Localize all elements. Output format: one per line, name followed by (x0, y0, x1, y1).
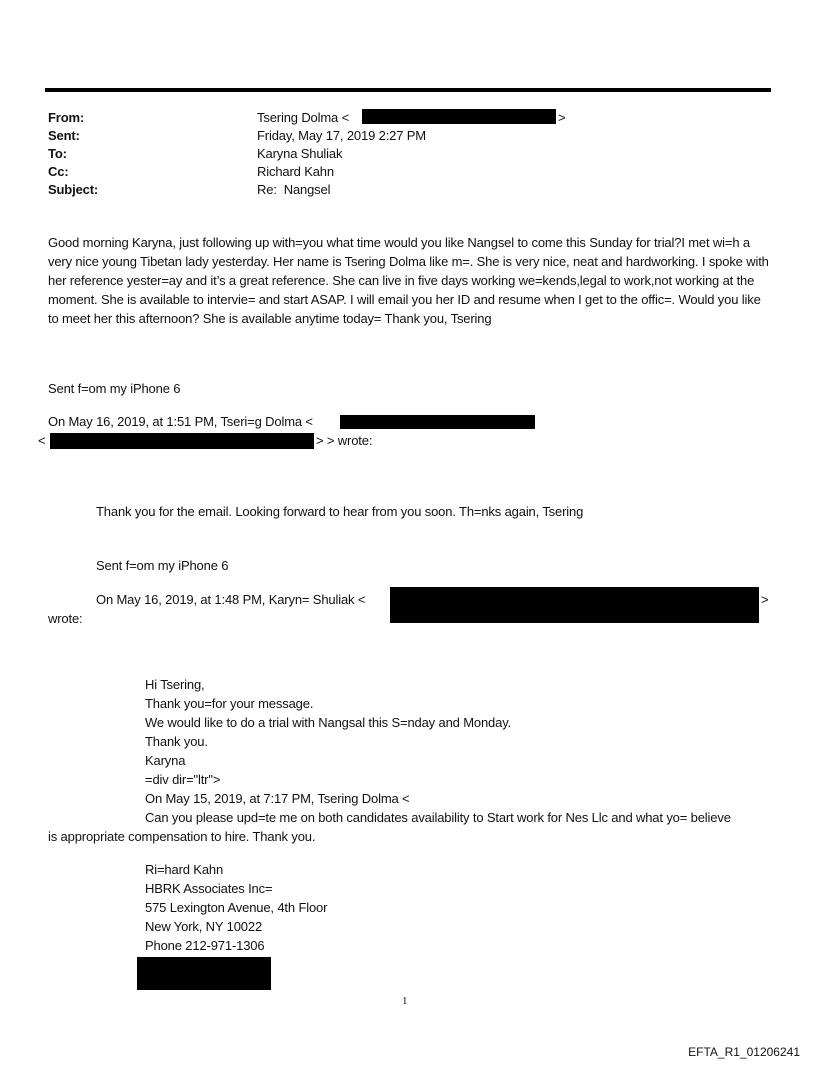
page-number: 1 (402, 995, 408, 1007)
signature-line: Phone 212-971-1306 (145, 938, 265, 953)
cc-label: Cc: (48, 164, 69, 179)
to-label: To: (48, 146, 67, 161)
message-body: Good morning Karyna, just following up with=you what time would you like Nangsel to come this Sunday for trial?I met wi=h a very nice young Tibetan lady yesterday. Her name is Tsering Dolma like m=. She is very nice, neat and hardworking. I spoke with her reference yester=ay and it’s a great reference. She can live in five days working we=kends,legal to work,not working at the moment. She is available to intervie= and start ASAP. I will email you her ID and resume when I get to the offic=. Would you like to meet her this afternoon? She is available anytime today= Thank you, Tsering (48, 235, 769, 326)
quote-header: On May 16, 2019, at 1:48 PM, Karyn= Shuliak < (96, 592, 366, 607)
quote-line: Thank you. (145, 734, 208, 749)
redaction (340, 415, 535, 429)
quote-line: Karyna (145, 753, 186, 768)
subject-label: Subject: (48, 182, 99, 197)
quote-line: We would like to do a trial with Nangsal this S=nday and Monday. (145, 715, 512, 730)
signature-line: New York, NY 10022 (145, 919, 263, 934)
sent-from-signature: Sent f=om my iPhone 6 (96, 558, 229, 573)
from-label: From: (48, 110, 85, 125)
to-value: Karyna Shuliak (257, 146, 343, 161)
quote-line: Hi Tsering, (145, 677, 205, 692)
quote-header: On May 16, 2019, at 1:51 PM, Tseri=g Dolma < (48, 414, 313, 429)
signature-line: Ri=hard Kahn (145, 862, 224, 877)
sent-from-signature: Sent f=om my iPhone 6 (48, 381, 181, 396)
from-close: > (558, 110, 566, 125)
redaction (50, 433, 314, 449)
document-id: EFTA_R1_01206241 (688, 1045, 800, 1059)
quote-line: Thank you=for your message. (145, 696, 314, 711)
header-divider (45, 88, 771, 92)
quote-line: On May 15, 2019, at 7:17 PM, Tsering Dolma < (145, 791, 410, 806)
sent-label: Sent: (48, 128, 80, 143)
redaction (362, 109, 556, 124)
sent-value: Friday, May 17, 2019 2:27 PM (257, 128, 426, 143)
quote-body: Thank you for the email. Looking forward to hear from you soon. Th=nks again, Tsering (96, 504, 584, 519)
redaction (137, 957, 271, 990)
redaction (390, 587, 759, 623)
quote-header-close: > (761, 592, 769, 607)
quote-line: is appropriate compensation to hire. Thank you. (48, 829, 316, 844)
quote-header-wrote: wrote: (48, 611, 83, 626)
cc-value: Richard Kahn (257, 164, 334, 179)
quote-header-wrote: > > wrote: (316, 433, 373, 448)
subject-value: Re: Nangsel (257, 182, 331, 197)
quote-header-open: < (38, 433, 46, 448)
signature-line: HBRK Associates Inc= (145, 881, 273, 896)
from-value: Tsering Dolma < (257, 110, 350, 125)
quote-line: Can you please upd=te me on both candidates availability to Start work for Nes Llc and what yo= believe (145, 810, 731, 825)
quote-line: =div dir="ltr"> (145, 772, 221, 787)
signature-line: 575 Lexington Avenue, 4th Floor (145, 900, 328, 915)
